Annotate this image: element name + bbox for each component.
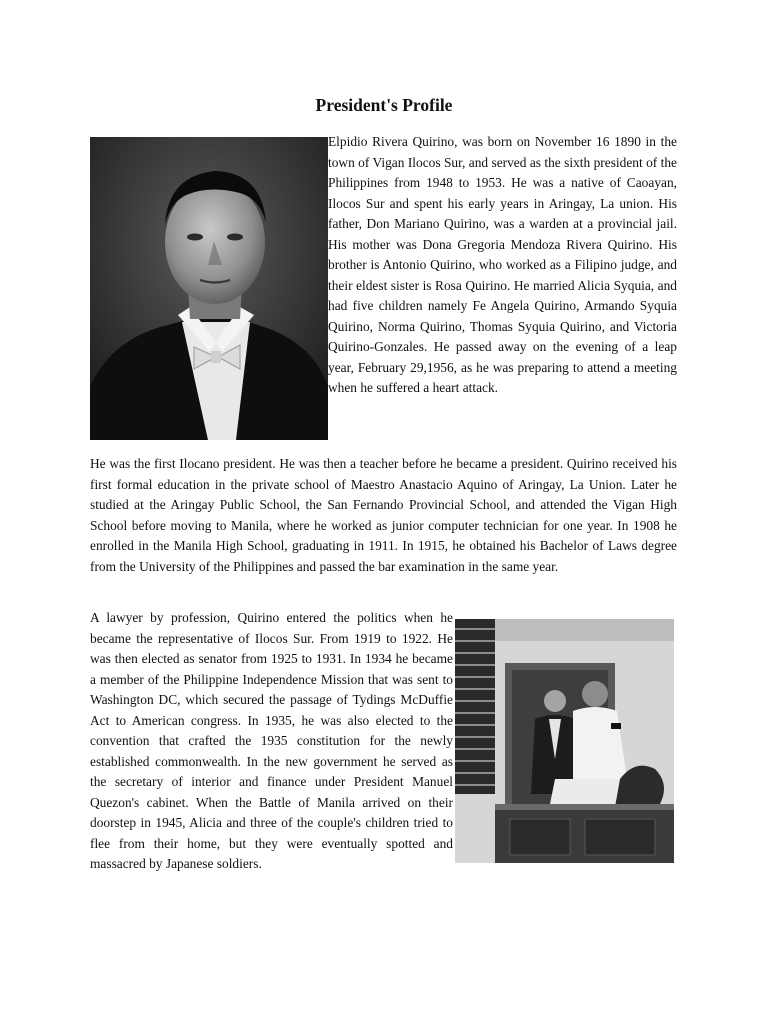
office-photo: [455, 619, 674, 863]
page-title: President's Profile: [315, 95, 453, 115]
portrait-photo: [90, 137, 328, 440]
paragraph-biography: Elpidio Rivera Quirino, was born on November 16 1890 in the town of Vigan Ilocos Sur, and served as the sixth president of the Philippines from 1948 to 1953. He was a native of Caoayan, Ilocos Sur and spent his early years in Aringay, La union. His father, Don Mariano Quirino, was a warden at a provincial jail. His mother was Dona Gregoria Mendoza Rivera Quirino. His brother is Antonio Quirino, who worked as a Filipino judge, and their eldest sister is Rosa Quirino. He married Alicia Syquia, and had five children namely Fe Angela Quirino, Armando Syquia Quirino, Norma Quirino, Thomas Syquia Quirino, and Victoria Quirino-Gonzales. He passed away on the evening of a leap year, February 29,1956, as he was preparing to attend a meeting when he suffered a heart attack.: [328, 134, 677, 395]
paragraph-career: A lawyer by profession, Quirino entered the politics when he became the representative of Ilocos Sur. From 1919 to 1922. He was then elected as senator from 1925 to 1931. In 1934 he became a member of the Philippine Independence Mission that was sent to Washington DC, which secured the passage of Tydings McDuffie Act to American congress. In 1935, he was also elected to the convention that crafted the 1935 constitution for the newly established commonwealth. In the new government he served as the secretary of interior and finance under President Manuel Quezon's cabinet. When the Battle of Manila arrived on their doorstep in 1945, Alicia and three of the couple's children tried to flee from their home, but they were eventually spotted and massacred by Japanese soldiers.: [90, 610, 453, 871]
paragraph-education: He was the first Ilocano president. He was then a teacher before he became a president. Quirino received his first formal education in the private school of Maestro Anastacio Aquino of Aringay, La Union. Later he studied at the Aringay Public School, the San Fernando Provincial School, and attended the Vigan High School before moving to Manila, where he worked as junior computer technician for one year. In 1908 he enrolled in the Manila High School, graduating in 1911. In 1915, he obtained his Bachelor of Laws degree from the University of the Philippines and passed the bar examination in the same year.: [90, 456, 677, 574]
